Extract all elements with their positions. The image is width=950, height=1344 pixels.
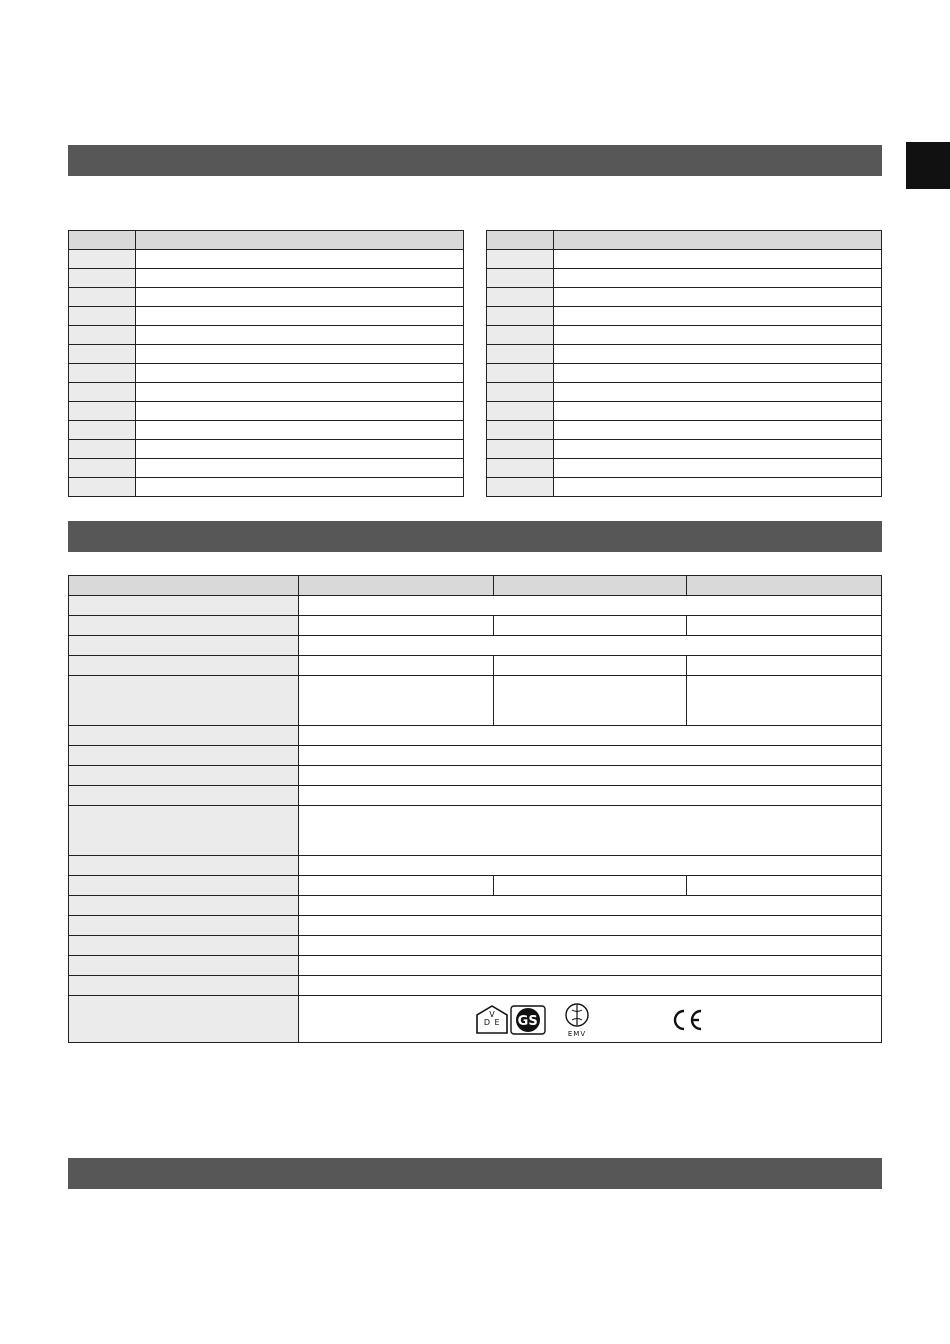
gs-mark-icon (510, 1005, 546, 1035)
table-row (69, 976, 882, 996)
table-row (69, 345, 464, 364)
table-row (69, 288, 464, 307)
table-row (69, 726, 882, 746)
svg-text:S: S (528, 1014, 538, 1029)
table-row (69, 459, 464, 478)
emv-mark-icon (561, 1001, 593, 1039)
table-row (487, 440, 882, 459)
table-row (69, 269, 464, 288)
table-row (487, 459, 882, 478)
svg-text:V: V (489, 1010, 495, 1019)
table-row (487, 383, 882, 402)
section-header-1 (68, 145, 882, 176)
table-row (69, 856, 882, 876)
table-row (69, 916, 882, 936)
table-row (487, 326, 882, 345)
table-row (487, 307, 882, 326)
table-row (69, 956, 882, 976)
section-header-2 (68, 521, 882, 552)
chapter-tab (906, 142, 950, 189)
table-row (487, 345, 882, 364)
svg-text:EMV: EMV (567, 1030, 587, 1038)
table-row (487, 269, 882, 288)
table-row (69, 746, 882, 766)
table-row (69, 596, 882, 616)
table-row (69, 786, 882, 806)
table-row (69, 936, 882, 956)
table-row (69, 876, 882, 896)
table-row (487, 421, 882, 440)
table-row (69, 364, 464, 383)
table-row (69, 896, 882, 916)
ce-mark-icon (669, 1007, 705, 1033)
table-row (69, 307, 464, 326)
table-row (69, 806, 882, 856)
code-table-right (486, 230, 882, 497)
svg-text:E: E (494, 1018, 500, 1027)
specification-table (68, 575, 882, 1043)
table-row (69, 250, 464, 269)
svg-text:D: D (483, 1018, 491, 1027)
table-row (487, 250, 882, 269)
table-row (69, 383, 464, 402)
table-row (69, 766, 882, 786)
code-table-header (69, 231, 464, 250)
table-row (69, 478, 464, 497)
table-row (69, 676, 882, 726)
code-table-left (68, 230, 464, 497)
table-row (69, 402, 464, 421)
table-row (487, 402, 882, 421)
vde-mark-icon (475, 1004, 509, 1035)
table-row (69, 440, 464, 459)
table-row (69, 656, 882, 676)
table-row (69, 636, 882, 656)
spec-header-row (69, 576, 882, 596)
svg-text:G: G (517, 1014, 529, 1029)
certification-row (69, 996, 882, 1043)
code-table-header (487, 231, 882, 250)
table-row (487, 364, 882, 383)
section-header-3 (68, 1158, 882, 1189)
table-row (69, 616, 882, 636)
table-row (487, 288, 882, 307)
table-row (69, 421, 464, 440)
certification-marks (299, 996, 881, 1042)
table-row (487, 478, 882, 497)
table-row (69, 326, 464, 345)
